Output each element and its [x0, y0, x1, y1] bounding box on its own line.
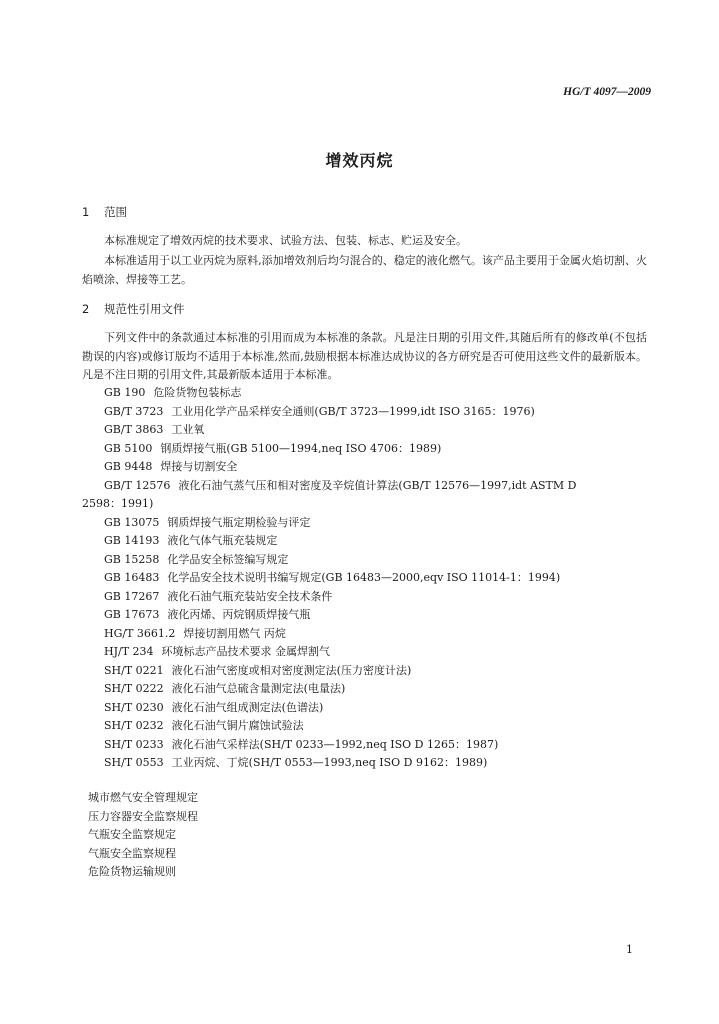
reference-code: HG/T 3661.2: [104, 626, 176, 640]
reference-code: GB 17673: [104, 608, 160, 621]
section-title: 规范性引用文件: [104, 302, 185, 316]
reference-item: [82, 477, 652, 514]
scope-paragraph-2: 本标准适用于以工业丙烷为原料,添加增效剂后均匀混合的、稳定的液化燃气。该产品主要用于金属火焰切割、火焰喷涂、焊接等工艺。: [82, 254, 647, 286]
reference-item: [82, 440, 652, 459]
reference-item: [82, 588, 652, 607]
reference-title: 液化石油气总硫含量测定法(电量法): [171, 682, 346, 695]
reference-title: 液化石油气瓶充装站安全技术条件: [167, 589, 333, 603]
reference-title: 危险货物包装标志: [153, 386, 242, 399]
reference-code: HJ/T 234: [104, 645, 154, 658]
reference-title: 液化气体气瓶充装规定: [167, 534, 278, 547]
reference-title: 液化石油气铜片腐蚀试验法: [171, 719, 304, 732]
reference-code: GB 190: [104, 386, 146, 399]
reference-title: 液化石油气蒸气压和相对密度及辛烷值计算法(GB/T 12576—1997,idt ASTM D: [178, 478, 577, 492]
normative-intro-paragraph: 下列文件中的条款通过本标准的引用而成为本标准的条款。凡是注日期的引用文件,其随后所有的修改单(不包括勘误的内容)或修订版均不适用于本标准,然而,鼓励根据本标准达成协议的各方研究是否可使用这些文件的最新版本。凡是不注日期的引用文件,其最新版本适用于本标准。: [82, 331, 647, 381]
section-number: 2: [82, 302, 90, 316]
section-number: 1: [82, 205, 90, 219]
reference-title: 液化石油气采样法(SH/T 0233—1992,neq ISO D 1265：1987): [171, 737, 499, 751]
reference-code: GB/T 12576: [104, 478, 171, 492]
reference-item: [82, 699, 652, 718]
reference-item: [82, 551, 652, 570]
reference-title: 液化石油气组成测定法(色谱法): [171, 700, 324, 714]
reference-title: 化学品安全标签编写规定: [167, 552, 289, 566]
reference-code: SH/T 0233: [104, 737, 164, 751]
reference-code: SH/T 0221: [104, 663, 164, 677]
standard-code: HG/T 4097—2009: [563, 86, 651, 98]
reference-title: 钢质焊接气瓶定期检验与评定: [167, 515, 311, 529]
reference-title: 钢质焊接气瓶(GB 5100—1994,neq ISO 4706：1989): [160, 441, 442, 455]
reference-code: GB 13075: [104, 515, 160, 529]
reference-title: 液化丙烯、丙烷钢质焊接气瓶: [167, 608, 311, 621]
reference-title: 工业用化学产品采样安全通则(GB/T 3723—1999,idt ISO 3165：1976): [171, 404, 535, 418]
reference-item: [82, 532, 652, 551]
regulation-item: 压力容器安全监察规程: [88, 809, 198, 823]
reference-title-continuation: 2598：1991): [82, 497, 154, 510]
reference-item: [82, 736, 652, 755]
reference-item: [82, 662, 652, 681]
scope-paragraph-1: 本标准规定了增效丙烷的技术要求、试验方法、包装、标志、贮运及安全。: [104, 234, 467, 247]
regulation-item: 气瓶安全监察规程: [88, 846, 176, 860]
reference-code: SH/T 0232: [104, 719, 164, 732]
reference-item: [82, 569, 652, 588]
reference-item: [82, 606, 652, 625]
reference-code: SH/T 0553: [104, 756, 164, 769]
reference-code: GB 5100: [104, 441, 153, 455]
reference-title: 工业丙烷、丁烷(SH/T 0553—1993,neq ISO D 9162：1989): [171, 756, 488, 769]
reference-code: GB 15258: [104, 552, 160, 566]
reference-code: GB 14193: [104, 534, 160, 547]
reference-title: 液化石油气密度或相对密度测定法(压力密度计法): [171, 663, 412, 677]
reference-code: GB 9448: [104, 460, 153, 473]
reference-code: GB/T 3723: [104, 404, 164, 418]
reference-code: GB 17267: [104, 589, 160, 603]
section-heading-scope: [82, 204, 127, 220]
regulation-list: [88, 789, 198, 882]
page-number: 1: [626, 943, 633, 956]
reference-code: GB/T 3863: [104, 423, 164, 436]
reference-item: [82, 421, 652, 440]
reference-item: [82, 403, 652, 422]
reference-item: [82, 643, 652, 662]
document-title: 增效丙烷: [325, 151, 394, 170]
reference-title: 焊接与切割安全: [160, 460, 238, 473]
reference-title: 环境标志产品技术要求 金属焊割气: [161, 645, 331, 658]
reference-code: SH/T 0222: [104, 682, 164, 695]
reference-list: [82, 384, 652, 773]
regulation-item: 危险货物运输规则: [88, 865, 176, 878]
reference-item: [82, 384, 652, 403]
reference-item: [82, 754, 652, 773]
reference-title: 工业氧: [171, 423, 205, 436]
regulation-item: 城市燃气安全管理规定: [88, 791, 198, 804]
reference-item: [82, 625, 652, 644]
reference-code: GB 16483: [104, 571, 160, 584]
reference-code: SH/T 0230: [104, 700, 164, 714]
reference-item: [82, 458, 652, 477]
section-heading-normative: [82, 301, 185, 317]
reference-title: 焊接切割用燃气 丙烷: [183, 626, 286, 640]
section-title: 范围: [104, 205, 127, 219]
reference-item: [82, 680, 652, 699]
regulation-item: 气瓶安全监察规定: [88, 828, 176, 841]
reference-item: [82, 514, 652, 533]
reference-title: 化学品安全技术说明书编写规定(GB 16483—2000,eqv ISO 11014-1：1994): [167, 571, 561, 584]
reference-item: [82, 717, 652, 736]
